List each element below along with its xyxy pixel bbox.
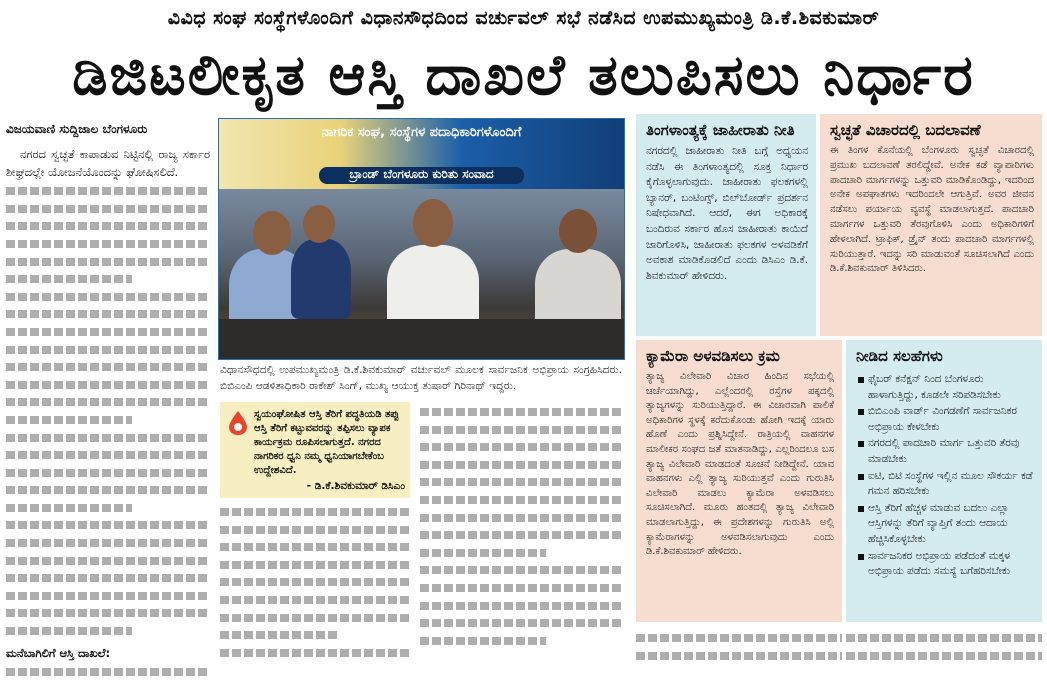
- text-line: [6, 240, 210, 248]
- person-head: [303, 205, 335, 243]
- suggestions-title: ನೀಡಿದ ಸಲಹೆಗಳು: [856, 347, 943, 365]
- byline-text: ವಿಜಯವಾಣಿ ಸುದ್ದಿಜಾಲ ಬೆಂಗಳೂರು: [6, 122, 148, 136]
- quote-signature: - ಡಿ.ಕೆ.ಶಿವಕುಮಾರ್ ಡಿಸಿಎಂ: [306, 480, 405, 492]
- text-line: [6, 258, 210, 266]
- person-head: [559, 209, 597, 253]
- text-line: [636, 634, 842, 642]
- text-line: [6, 504, 132, 512]
- sidebar-ad-policy: [636, 114, 816, 336]
- text-line: [6, 521, 210, 529]
- article-column-4: [636, 628, 842, 684]
- caption-text: ವಿಧಾನಸೌಧದಲ್ಲಿ ಉಪಮುಖ್ಯಮಂತ್ರಿ ಡಿ.ಕೆ.ಶಿವಕುಮಾರ್ ವರ್ಚುವಲ್ ಮೂಲಕ ಸಾರ್ವಜನಿಕ ಅಭಿಪ್ರಾಯ ಸಂಗ್ರಹಿಸಿದರು. ಬಿಬಿಎಂಪಿ ಆಡಳಿತಾಧಿಕಾರಿ ರಾಕೇಶ್ ಸಿಂಗ್, ಮುಖ್ಯ ಆಯುಕ್ತ ತುಷಾರ್ ಗಿರಿನಾಥ್ ಇದ್ದರು.: [220, 364, 622, 392]
- banner-line-2: ಬ್ರಾಂಡ್ ಬೆಂಗಳೂರು ಕುರಿತು ಸಂವಾದ: [319, 167, 524, 184]
- person-head: [413, 199, 453, 247]
- sidebar-suggestions: [846, 340, 1042, 622]
- sidebar-cleanliness: [820, 114, 1042, 336]
- text-line: [6, 434, 210, 442]
- text-line: [420, 426, 624, 434]
- text-line: [846, 634, 1042, 642]
- suggestion-item: ಐಟಿ, ಬಿಟಿ ಸಂಸ್ಥೆಗಳ ಇಲ್ಲಿನ ಮೂಲ ಸೌಕರ್ಯ ಕಡೆ ಗಮನ ಹರಿಸಬೇಕು: [858, 469, 1036, 500]
- text-line: [6, 557, 210, 565]
- ad-policy-title: ತಿಂಗಳಾಂತ್ಯಕ್ಕೆ ಜಾಹೀರಾತು ನೀತಿ: [646, 121, 795, 139]
- text-line: [6, 486, 210, 494]
- cleanliness-title: ಸ್ವಚ್ಛತೆ ವಿಚಾರದಲ್ಲಿ ಬದಲಾವಣೆ: [830, 121, 981, 139]
- text-line: [220, 526, 410, 534]
- quote-box: [220, 402, 410, 498]
- text-line: [420, 443, 624, 451]
- person-head: [253, 211, 291, 255]
- text-line: [420, 461, 624, 469]
- article-column-5: [846, 628, 1042, 684]
- person-figure: [291, 239, 351, 319]
- text-line: [6, 627, 132, 635]
- text-line: [6, 275, 132, 283]
- text-line: [420, 566, 624, 574]
- text-line: [6, 574, 210, 582]
- byline: [6, 122, 206, 137]
- text-line: [420, 549, 546, 557]
- text-line: [420, 584, 624, 592]
- meeting-table: [219, 319, 624, 359]
- text-line: [6, 398, 210, 406]
- text-line: [6, 668, 210, 676]
- text-line: [420, 478, 624, 486]
- text-line: [420, 602, 624, 610]
- text-line: [6, 539, 210, 547]
- photo-scene: [219, 189, 624, 359]
- text-line: [220, 631, 338, 639]
- banner-line-1: ನಾಗರಿಕ ಸಂಘ, ಸಂಸ್ಥೆಗಳ ಪದಾಧಿಕಾರಿಗಳೊಂದಿಗೆ: [321, 125, 522, 140]
- text-line: [420, 531, 624, 539]
- text-line: [220, 596, 410, 604]
- text-line: [220, 649, 410, 657]
- quote-text: ಸ್ವಯಂಘೋಷಿತ ಆಸ್ತಿ ತೆರಿಗೆ ಪದ್ಧತಿಯಡಿ ತಪ್ಪು ಆಸ್ತಿ ತೆರಿಗೆ ಕಟ್ಟುವವರನ್ನು ತಪ್ಪಿಸಲು ವ್ಯಾಪಕ ಕಾರ್ಯಕ್ರಮ ರೂಪಿಸಲಾಗುತ್ತದೆ. ನಗರದ ನಾಗರಿಕರ ಧ್ವನಿ ನಮ್ಮ ಧ್ವನಿಯಾಗಬೇಕೆಂಬ ಉದ್ದೇಶವಿದೆ.: [254, 409, 400, 476]
- suggestion-item: ಫೈಬರ್ ಕನೆಕ್ಷನ್ ನಿಂದ ಬೆಂಗಳೂರು ಹಾಳಾಗುತ್ತಿದ್ದು, ಕೂಡಲೇ ಸರಿಪಡಿಸಬೇಕು: [858, 372, 1036, 403]
- text-line: [6, 346, 210, 354]
- sidebar-camera: [636, 340, 842, 622]
- suggestion-item: ನಗರದಲ್ಲಿ ಪಾದಚಾರಿ ಮಾರ್ಗ ಒತ್ತುವರಿ ತೆರವು ಮಾಡಬೇಕು: [858, 436, 1036, 467]
- suggestion-item: ಬಿಬಿಎಂಪಿ ವಾರ್ಡ್ ವಿಂಗಡಣೆಗೆ ಸಾರ್ವಜನಿಕರ ಅಭಿಪ್ರಾಯ ಕೇಳಬೇಕು: [858, 404, 1036, 435]
- text-line: [846, 652, 1042, 660]
- text-line: [6, 381, 210, 389]
- text-line: [6, 293, 210, 301]
- text-line: [6, 222, 210, 230]
- text-line: [420, 496, 624, 504]
- text-line: [6, 205, 210, 213]
- ad-policy-body: ನಗರದಲ್ಲಿ ಜಾಹೀರಾತು ನೀತಿ ಬಗ್ಗೆ ಅಧ್ಯಯನ ನಡೆಸಿ ಈ ತಿಂಗಳಾಂತ್ಯದಲ್ಲಿ ಸೂಕ್ತ ನಿರ್ಧಾರ ಕೈಗೊಳ್ಳಲಾಗುವುದು. ಜಾಹೀರಾತು ಫಲಕಗಳಲ್ಲಿ ಬ್ಯಾನರ್, ಬಂಟಿಂಗ್ಸ್, ಬಿಲ್‌ಬೋರ್ಡ್ ಪ್ರದರ್ಶನ ನಿಷೇಧವಾಗಿದೆ. ಆದರೆ, ಈಗ ಅಧಿಕಾರಕ್ಕೆ ಬಂದಿರುವ ಸರ್ಕಾರ ಹೊಸ ಜಾಹೀರಾತು ಕಾಯಿದೆ ಜಾರಿಗೊಳಿಸಿ, ಜಾಹೀರಾತು ಫಲಕಗಳ ಅಳವಡಿಕೆಗೆ ಅವಕಾಶ ಮಾಡಿಕೊಡಲಿದೆ ಎಂದು ಡಿಸಿಎಂ ಡಿ.ಕೆ. ಶಿವಕುಮಾರ್ ಹೇಳಿದರು.: [646, 145, 808, 282]
- camera-title: ಕ್ಯಾಮೆರಾ ಅಳವಡಿಸಲು ಕ್ರಮ: [646, 347, 780, 365]
- text-line: [420, 408, 624, 416]
- cleanliness-body: ಈ ತಿಂಗಳ ಕೊನೆಯಲ್ಲಿ ಬೆಂಗಳೂರು ಸ್ವಚ್ಛತೆ ವಿಚಾರದಲ್ಲಿ ಪ್ರಮುಖ ಬದಲಾವಣೆ ತರಲಿದ್ದೇವೆ. ಅನೇಕ ಕಡೆ ವ್ಯಾಪಾರಿಗಳು ಪಾದಚಾರಿ ಮಾರ್ಗಗಳನ್ನು ಒತ್ತುವರಿ ಮಾಡಿಕೊಂಡಿದ್ದು, ಇದರಿಂದ ಅನೇಕ ಅಪಘಾತಗಳು ಇದರಿಂದಲೇ ಆಗುತ್ತಿವೆ. ಅವರ ಜೀವನ ನಡೆಸಲು ಪರ್ಯಾಯ ವ್ಯವಸ್ಥೆ ಮಾಡಲಾಗುತ್ತದೆ. ಪಾದಚಾರಿ ಮಾರ್ಗಗಳ ಒತ್ತುವರಿ ತೆರವುಗೊಳಿಸಿ ಎಂದು ಅಧಿಕಾರಿಗಳಿಗೆ ಹೇಳಲಾಗಿದೆ. ಟ್ರಾಫಿಕ್, ಡ್ರೈನ್ ತಂದು ಪಾದಚಾರಿ ಮಾರ್ಗಗಳಲ್ಲಿ ಸುರಿಯುತ್ತಾರೆ. ಇದನ್ನು ಸರಿ ಮಾಡುವಂತೆ ಸೂಚಿಸಲಾಗಿದೆ ಎಂದು ಡಿ.ಕೆ.ಶಿವಕುಮಾರ್ ತಿಳಿಸಿದರು.: [830, 145, 1034, 275]
- suggestions-list: [846, 372, 1042, 580]
- article-column-2: [220, 502, 410, 682]
- text-line: [220, 508, 410, 516]
- text-line: [636, 652, 842, 660]
- camera-body: ತ್ಯಾಜ್ಯ ವಿಲೇವಾರಿ ವಿಚಾರ ಹಿಂದಿನ ಸಭೆಯಲ್ಲಿ ಚರ್ಚೆಯಾಗಿದ್ದು, ಎಲ್ಲೆಂದರಲ್ಲಿ ರಸ್ತೆಗಳ ಪಕ್ಕದಲ್ಲಿ ತ್ಯಾಜ್ಯಗಳನ್ನು ಸುರಿಯುತ್ತಿದ್ದಾರೆ. ಈ ವಿಚಾರವಾಗಿ ಪಾಲಿಕೆ ಅಧಿಕಾರಿಗಳ ಸ್ಥಳಕ್ಕೆ ಕರೆದುಕೊಂಡು ಹೋಗಿ ಇದಕ್ಕೆ ಯಾರು ಹೊಣೆ ಎಂದು ಪ್ರಶ್ನಿಸಿದ್ದೇನೆ. ರಾತ್ರಿಯಲ್ಲಿ ವಾಹನಗಳ ಮಾಲೀಕರ ಸಂಘದ ಜತೆ ಮಾತನಾಡಿದ್ದು, ಎಲ್ಲರಿಂದಲೂ ಬಸ ತ್ಯಾಜ್ಯ ವಿಲೇವಾರಿ ಮಾಡದಂತೆ ಸೂಚನೆ ನೀಡಿದ್ದೇನೆ. ಯಾವ ವಾಹನಗಳು ಎಲ್ಲಿ ತ್ಯಾಜ್ಯ ಸುರಿಯುತ್ತವೆ ಎಂದು ಗುರುತಿಸಿ ವಿಲೇವಾರಿ ಮಾಡಲು ಕ್ಯಾಮೆರಾ ಅಳವಡಿಸಲು ಸೂಚಿಸಲಾಗಿದೆ. ಮೂರು ಹಂತದಲ್ಲಿ ತ್ಯಾಜ್ಯ ವಿಲೇವಾರಿ ಮಾಡಲಾಗುತ್ತಿದ್ದು, ಈ ಪ್ರದೇಶಗಳನ್ನು ಗುರುತಿಸಿ ಅಲ್ಲಿ ಕ್ಯಾಮೆರಾಗಳನ್ನು ಅಳವಡಿಸಲಾಗುವುದು ಎಂದು ಡಿ.ಕೆ.ಶಿವಕುಮಾರ್ ಹೇಳಿದರು.: [646, 371, 834, 558]
- text-line: [6, 310, 210, 318]
- meeting-photo: [218, 118, 625, 360]
- text-line: [6, 469, 210, 477]
- photo-caption: [220, 362, 622, 398]
- text-line: [220, 614, 410, 622]
- text-line: [420, 514, 624, 522]
- text-line: [6, 451, 210, 459]
- text-line: [6, 609, 210, 617]
- article-column-3: [420, 402, 624, 682]
- text-line: [6, 328, 210, 336]
- suggestion-item: ಸಾರ್ವಜನಿಕರ ಅಭಿಪ್ರಾಯ ಪಡೆದಂತೆ ಮಕ್ಕಳ ಅಭಿಪ್ರಾಯ ಪಡೆದು ಸಮಸ್ಯೆ ಬಗೆಹರಿಸಬೇಕು: [858, 549, 1036, 580]
- article-column-1: [6, 146, 210, 682]
- text-line: [6, 363, 210, 371]
- quote-drop-icon: [226, 410, 250, 436]
- kicker: ವಿವಿಧ ಸಂಘ ಸಂಸ್ಥೆಗಳೊಂದಿಗೆ ವಿಧಾನಸೌಧದಿಂದ ವರ್ಚುವಲ್ ಸಭೆ ನಡೆಸಿದ ಉಪಮುಖ್ಯಮಂತ್ರಿ ಡಿ.ಕೆ.ಶಿವಕುಮಾರ್: [167, 7, 880, 29]
- photo-banner: [219, 119, 624, 189]
- text-line: [6, 592, 210, 600]
- text-line: [420, 619, 624, 627]
- col1-intro: ನಗರದ ಸ್ವಚ್ಛತೆ ಕಾಪಾಡುವ ನಿಟ್ಟಿನಲ್ಲಿ ರಾಜ್ಯ ಸರ್ಕಾರ ಶೀಘ್ರದಲ್ಲೇ ಯೋಜನೆಯೊಂದನ್ನು ಘೋಷಿಸಲಿದೆ.: [6, 147, 210, 179]
- suggestion-item: ಆಸ್ತಿ ತೆರಿಗೆ ಹೆಚ್ಚಳ ಮಾಡುವ ಬದಲು ಎಲ್ಲಾ ಆಸ್ತಿಗಳನ್ನು ತೆರಿಗೆ ವ್ಯಾಪ್ತಿಗೆ ತಂದು ಆದಾಯ ಹೆಚ್ಚಿಸಿಕೊಳ್ಳಬೇಕು: [858, 501, 1036, 548]
- headline: ಡಿಜಿಟಲೀಕೃತ ಆಸ್ತಿ ದಾಖಲೆ ತಲುಪಿಸಲು ನಿರ್ಧಾರ: [72, 43, 975, 108]
- text-line: [220, 543, 410, 551]
- text-line: [6, 416, 132, 424]
- col1-subhead: ಮನೆಬಾಗಿಲಿಗೆ ಆಸ್ತಿ ದಾಖಲೆ:: [6, 645, 111, 660]
- text-line: [420, 637, 546, 645]
- text-line: [220, 578, 410, 586]
- text-line: [220, 561, 410, 569]
- text-line: [6, 187, 210, 195]
